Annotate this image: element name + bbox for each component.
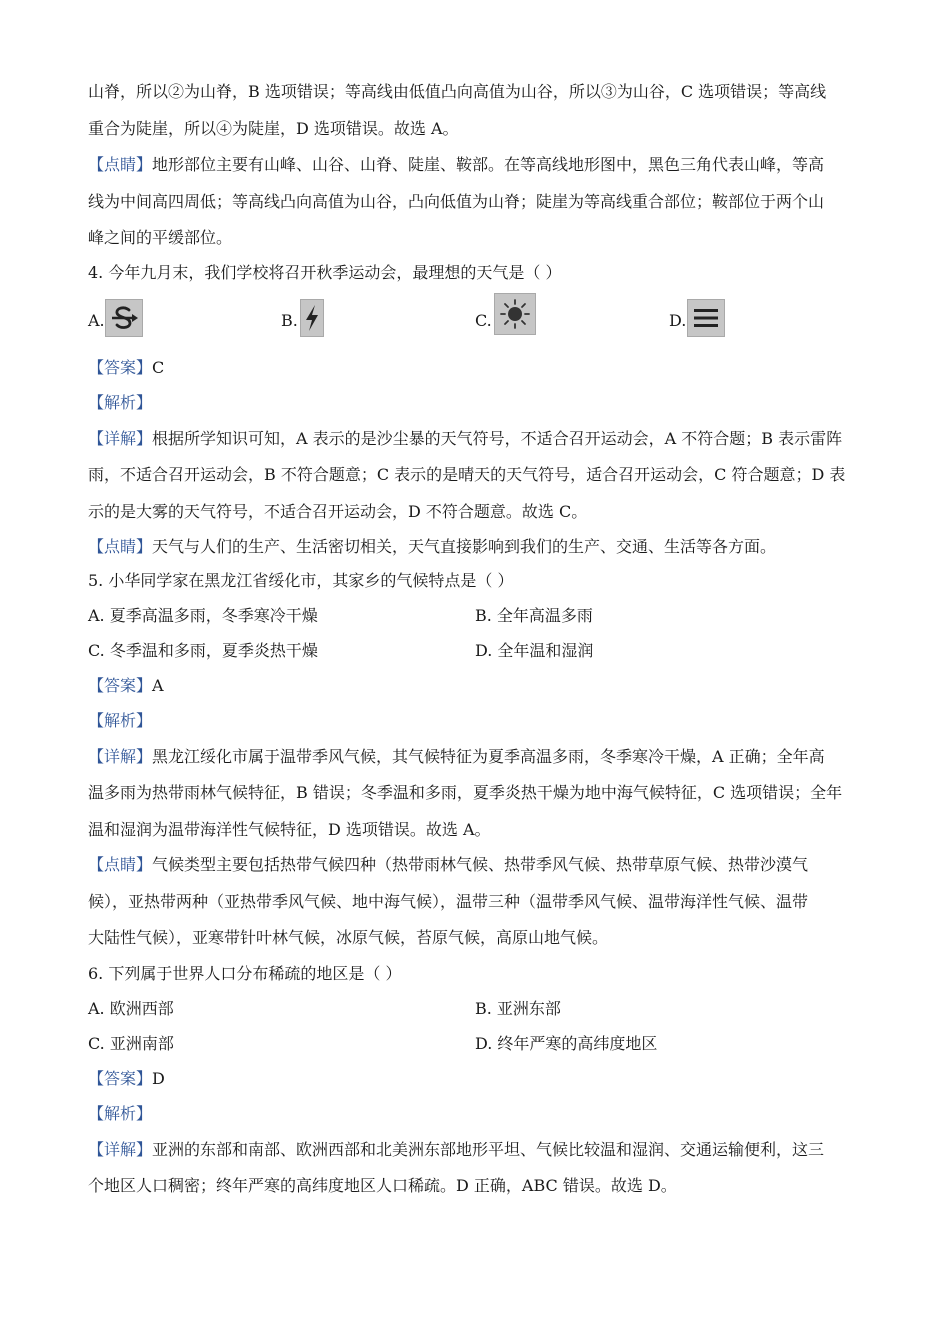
q4-option-b-label: B. [281,311,298,330]
comment-tag: 【点睛】 [88,537,153,556]
q4-detail-line [88,428,868,450]
q4-detail-line: 雨，不适合召开运动会，B 不符合题意；C 表示的是晴天的天气符号，适合召开运动会，C 符合题意；D 表 [88,465,846,484]
q5-option-c: C. 冬季温和多雨，夏季炎热干燥 [88,641,318,660]
answer-tag: 【答案】 [88,1069,153,1088]
thunderstorm-icon [300,299,324,337]
q4-option-c-label: C. [475,311,492,330]
paragraph-line: 线为中间高四周低；等高线凸向高值为山谷，凸向低值为山脊；陡崖为等高线重合部位；鞍部位于两个山 [88,192,825,211]
comment-tag: 【点睛】 [88,155,153,174]
fog-icon [687,299,725,337]
q5-analysis-tag [88,710,868,732]
comment-line [88,154,868,176]
question-4-stem: 4. 今年九月末，我们学校将召开秋季运动会，最理想的天气是（ ） [88,263,562,282]
answer-tag: 【答案】 [88,676,153,695]
q5-option-a: A. 夏季高温多雨，冬季寒冷干燥 [88,606,318,625]
q4-detail-text: 根据所学知识可知，A 表示的是沙尘暴的天气符号，不适合召开运动会，A 不符合题；B 表示雷阵 [152,429,843,448]
paragraph-line: 峰之间的平缓部位。 [88,228,233,247]
q6-option-a: A. 欧洲西部 [88,999,174,1018]
analysis-tag: 【解析】 [88,1104,153,1123]
detail-tag: 【详解】 [88,429,153,448]
q4-answer: C [152,358,165,377]
comment-text: 地形部位主要有山峰、山谷、山脊、陡崖、鞍部。在等高线地形图中，黑色三角代表山峰，等高 [152,155,825,174]
q4-detail-line: 示的是大雾的天气符号，不适合召开运动会，D 不符合题意。故选 C。 [88,502,588,521]
q6-answer-line [88,1068,868,1090]
q4-answer-line [88,357,868,379]
detail-tag: 【详解】 [88,1140,153,1159]
analysis-tag: 【解析】 [88,393,153,412]
q6-option-c: C. 亚洲南部 [88,1034,174,1053]
q6-detail-line [88,1139,868,1161]
q5-comment-line: 大陆性气候），亚寒带针叶林气候，冰原气候，苔原气候，高原山地气候。 [88,928,609,947]
q5-comment-text: 气候类型主要包括热带气候四种（热带雨林气候、热带季风气候、热带草原气候、热带沙漠气 [152,855,809,874]
sandstorm-icon [105,299,143,337]
q6-detail-line: 个地区人口稠密；终年严寒的高纬度地区人口稀疏。D 正确，ABC 错误。故选 D。 [88,1176,677,1195]
q4-option-d-label: D. [669,311,687,330]
q5-comment-line: 候），亚热带两种（亚热带季风气候、地中海气候），温带三种（温带季风气候、温带海洋性气候、温带 [88,892,809,911]
q6-answer: D [152,1069,165,1088]
q5-detail-line: 温和湿润为温带海洋性气候特征，D 选项错误。故选 A。 [88,820,491,839]
q5-detail-line: 温多雨为热带雨林气候特征，B 错误；冬季温和多雨，夏季炎热干燥为地中海气候特征，C 选项错误；全年 [88,783,843,802]
q4-comment-text: 天气与人们的生产、生活密切相关，天气直接影响到我们的生产、交通、生活等各方面。 [152,537,777,556]
q6-detail-text: 亚洲的东部和南部、欧洲西部和北美洲东部地形平坦、气候比较温和湿润、交通运输便利，这三 [152,1140,825,1159]
q6-analysis-tag [88,1103,868,1125]
q4-option-a-label: A. [88,311,105,330]
q6-option-b: B. 亚洲东部 [475,999,561,1018]
paragraph-line: 重合为陡崖，所以④为陡崖，D 选项错误。故选 A。 [88,119,459,138]
detail-tag: 【详解】 [88,747,153,766]
q6-option-d: D. 终年严寒的高纬度地区 [475,1034,658,1053]
q4-comment-line [88,536,868,558]
question-6-stem: 6. 下列属于世界人口分布稀疏的地区是（ ） [88,964,402,983]
q5-answer: A [152,676,164,695]
q5-option-b: B. 全年高温多雨 [475,606,593,625]
answer-tag: 【答案】 [88,358,153,377]
q5-detail-text: 黑龙江绥化市属于温带季风气候，其气候特征为夏季高温多雨，冬季寒冷干燥，A 正确；全年高 [152,747,825,766]
paragraph-line: 山脊，所以②为山脊，B 选项错误；等高线由低值凸向高值为山谷，所以③为山谷，C 选项错误；等高线 [88,82,827,101]
q5-comment-line [88,854,868,876]
sunny-icon [494,293,536,335]
question-5-stem: 5. 小华同学家在黑龙江省绥化市，其家乡的气候特点是（ ） [88,571,514,590]
q4-analysis-tag [88,392,868,414]
q5-detail-line [88,746,868,768]
comment-tag: 【点睛】 [88,855,153,874]
analysis-tag: 【解析】 [88,711,153,730]
q5-option-d: D. 全年温和湿润 [475,641,594,660]
q5-answer-line [88,675,868,697]
